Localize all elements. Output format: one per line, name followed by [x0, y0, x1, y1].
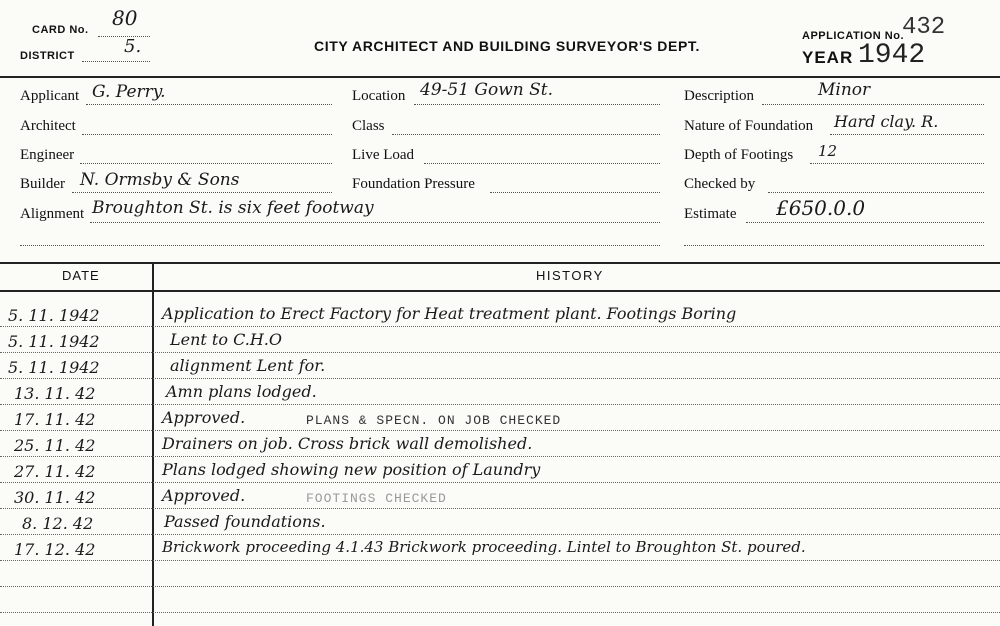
row-line — [0, 560, 1000, 561]
row-line — [0, 482, 1000, 483]
card-no-label: CARD No. — [32, 24, 89, 36]
row-date: 13. 11. 42 — [14, 384, 96, 403]
row-line — [0, 534, 1000, 535]
card-no-value: 80 — [112, 6, 138, 30]
estimate-label: Estimate — [684, 206, 737, 222]
row-line — [0, 352, 1000, 353]
table-header-rule — [0, 290, 1000, 292]
foundation-pressure-label: Foundation Pressure — [352, 176, 475, 192]
row-entry: Drainers on job. Cross brick wall demolished. — [162, 434, 533, 453]
history-header: HISTORY — [536, 268, 604, 283]
nature-value: Hard clay. R. — [834, 112, 939, 131]
row-entry: alignment Lent for. — [170, 356, 326, 375]
district-value: 5. — [124, 36, 142, 57]
year-label: YEAR — [802, 48, 854, 67]
location-value: 49-51 Gown St. — [420, 80, 554, 100]
engineer-line — [80, 163, 332, 164]
row-line — [0, 378, 1000, 379]
row-entry: Lent to C.H.O — [170, 330, 282, 349]
row-line — [0, 326, 1000, 327]
table-top-rule — [0, 262, 1000, 264]
depth-line — [810, 163, 984, 164]
row-stamp: PLANS & SPECN. ON JOB CHECKED — [306, 413, 562, 428]
district-label: DISTRICT — [20, 50, 75, 62]
alignment-value: Broughton St. is six feet footway — [92, 198, 374, 218]
row-date: 30. 11. 42 — [14, 488, 96, 507]
description-label: Description — [684, 88, 754, 104]
estimate-line — [746, 222, 984, 223]
row-date: 5. 11. 1942 — [8, 306, 100, 325]
description-value: Minor — [818, 80, 871, 100]
header-rule — [0, 76, 1000, 78]
applicant-line — [86, 104, 332, 105]
depth-value: 12 — [818, 142, 838, 160]
application-value: 432 — [902, 14, 946, 41]
depth-label: Depth of Footings — [684, 147, 794, 163]
location-label: Location — [352, 88, 406, 104]
row-entry: Amn plans lodged. — [166, 382, 317, 401]
row-date: 27. 11. 42 — [14, 462, 96, 481]
architect-line — [82, 134, 332, 135]
applicant-label: Applicant — [20, 88, 80, 104]
blank-line — [20, 245, 660, 246]
builder-label: Builder — [20, 176, 65, 192]
department-title: CITY ARCHITECT AND BUILDING SURVEYOR'S DEPT. — [314, 38, 700, 54]
applicant-value: G. Perry. — [92, 82, 166, 102]
estimate-value: £650.0.0 — [776, 196, 866, 220]
checked-label: Checked by — [684, 176, 756, 192]
row-line — [0, 508, 1000, 509]
row-date: 17. 12. 42 — [14, 540, 96, 559]
row-date: 5. 11. 1942 — [8, 358, 100, 377]
date-header: DATE — [62, 268, 100, 283]
row-date: 8. 12. 42 — [22, 514, 94, 533]
row-line — [0, 456, 1000, 457]
row-stamp: FOOTINGS CHECKED — [306, 491, 447, 506]
blank-line-right — [684, 245, 984, 246]
row-line — [0, 430, 1000, 431]
foundation-pressure-line — [490, 192, 660, 193]
architect-label: Architect — [20, 118, 76, 134]
row-date: 5. 11. 1942 — [8, 332, 100, 351]
row-entry: Plans lodged showing new position of Laundry — [162, 460, 541, 479]
class-label: Class — [352, 118, 385, 134]
class-line — [392, 134, 660, 135]
district-line — [82, 61, 150, 62]
row-entry: Application to Erect Factory for Heat treatment plant. Footings Boring — [162, 304, 737, 323]
description-line — [762, 104, 984, 105]
row-date: 25. 11. 42 — [14, 436, 96, 455]
year-value: 1942 — [858, 40, 926, 71]
row-line — [0, 586, 1000, 587]
builder-line — [72, 192, 332, 193]
alignment-label: Alignment — [20, 206, 85, 222]
row-entry: Approved. — [162, 486, 246, 505]
table-column-divider — [152, 263, 154, 626]
alignment-line — [90, 222, 660, 223]
row-line — [0, 612, 1000, 613]
row-entry: Passed foundations. — [164, 512, 326, 531]
builder-value: N. Ormsby & Sons — [80, 170, 240, 190]
checked-line — [768, 192, 984, 193]
engineer-label: Engineer — [20, 147, 75, 163]
nature-label: Nature of Foundation — [684, 118, 814, 134]
location-line — [414, 104, 660, 105]
row-entry: Approved. — [162, 408, 246, 427]
row-line — [0, 404, 1000, 405]
row-date: 17. 11. 42 — [14, 410, 96, 429]
live-load-label: Live Load — [352, 147, 415, 163]
application-label: APPLICATION No. — [802, 30, 905, 42]
row-entry: Brickwork proceeding 4.1.43 Brickwork proceeding. Lintel to Broughton St. poured. — [162, 538, 806, 556]
nature-line — [830, 134, 984, 135]
live-load-line — [424, 163, 660, 164]
